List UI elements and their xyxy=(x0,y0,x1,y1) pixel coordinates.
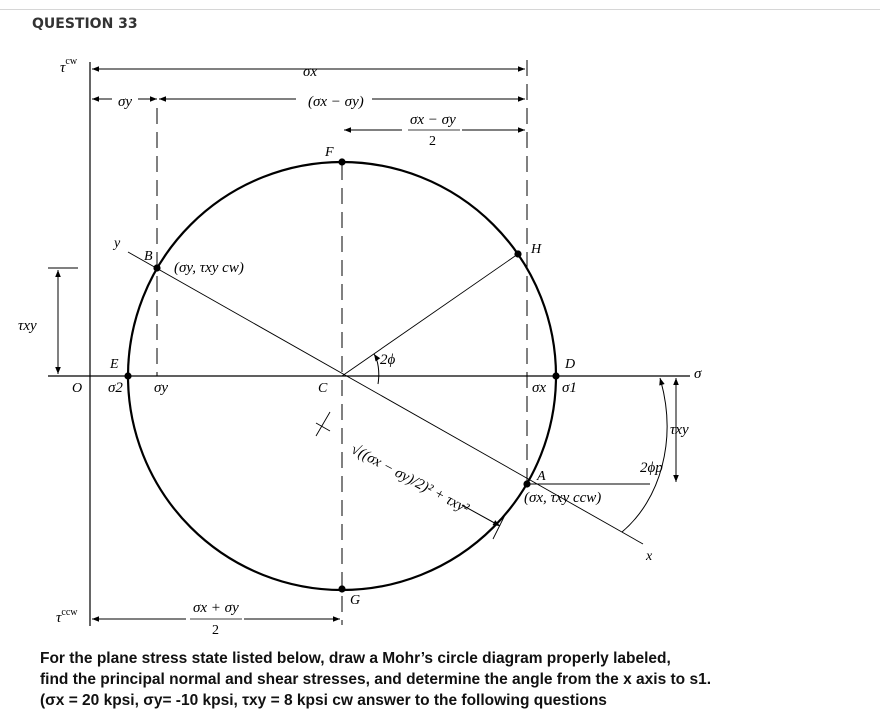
sum-numerator: σx + σy xyxy=(193,600,239,616)
sigma-axis-label: σ xyxy=(694,366,702,382)
question-text xyxy=(40,648,870,711)
center-C-label: C xyxy=(318,381,328,396)
tau-ccw-label: $\tau^{ccw}$ xyxy=(56,607,78,626)
sigma-y-top-label: σy xyxy=(118,94,133,110)
sigma-diff-label: (σx − σy) xyxy=(308,94,364,110)
point-A-dot xyxy=(523,480,530,487)
sigma-x-top-label: σx xyxy=(303,64,318,80)
B-coordinates: (σy, τxy cw) xyxy=(174,260,244,276)
point-B-label: B xyxy=(144,249,153,264)
sigma-1-label: σ1 xyxy=(562,380,577,396)
A-coordinates: (σx, τxy ccw) xyxy=(524,490,602,506)
tau-cw-label: $\tau^{cw}$ xyxy=(60,56,78,76)
angle-2phi-label: 2ϕ xyxy=(380,352,396,368)
point-H-dot xyxy=(514,250,521,257)
question-line-3: (σx = 20 kpsi, σy= -10 kpsi, τxy = 8 kpsi cw answer to the following questions xyxy=(40,692,607,709)
point-F-label: F xyxy=(325,145,334,160)
half-diff-denominator: 2 xyxy=(429,134,436,149)
sigma-2-label: σ2 xyxy=(108,380,123,396)
point-G-dot xyxy=(338,585,345,592)
question-line-1: For the plane stress state listed below, draw a Mohr’s circle diagram properly labeled, xyxy=(40,650,671,667)
point-A-label: A xyxy=(537,469,546,484)
tau-xy-left-label: τxy xyxy=(18,318,37,334)
point-E-label: E xyxy=(110,357,119,372)
origin-label: O xyxy=(72,381,83,396)
question-number: QUESTION 33 xyxy=(32,16,138,32)
point-D-dot xyxy=(552,372,559,379)
point-F-dot xyxy=(338,158,345,165)
point-G-label: G xyxy=(350,593,361,608)
angle-2phi-p-label: 2ϕp xyxy=(640,460,663,476)
question-line-2: find the principal normal and shear stresses, and determine the angle from the x axis to s1. xyxy=(40,671,711,688)
point-D-label: D xyxy=(565,357,576,372)
point-B-dot xyxy=(153,264,160,271)
half-diff-numerator: σx − σy xyxy=(410,112,456,128)
point-E-dot xyxy=(124,372,131,379)
sum-denominator: 2 xyxy=(212,623,219,638)
tau-xy-right-label: τxy xyxy=(670,422,689,438)
x-axis-label: x xyxy=(646,549,653,564)
point-H-label: H xyxy=(531,242,542,257)
axis-y-label: y xyxy=(114,236,121,251)
radius-formula-label: √((σx − σy)/2)² + τxy² xyxy=(348,441,472,517)
angle-2phi-p-arc xyxy=(622,378,667,532)
sigma-y-axis-label: σy xyxy=(154,380,169,396)
sigma-x-axis-label: σx xyxy=(532,380,547,396)
line-to-H xyxy=(342,254,518,376)
